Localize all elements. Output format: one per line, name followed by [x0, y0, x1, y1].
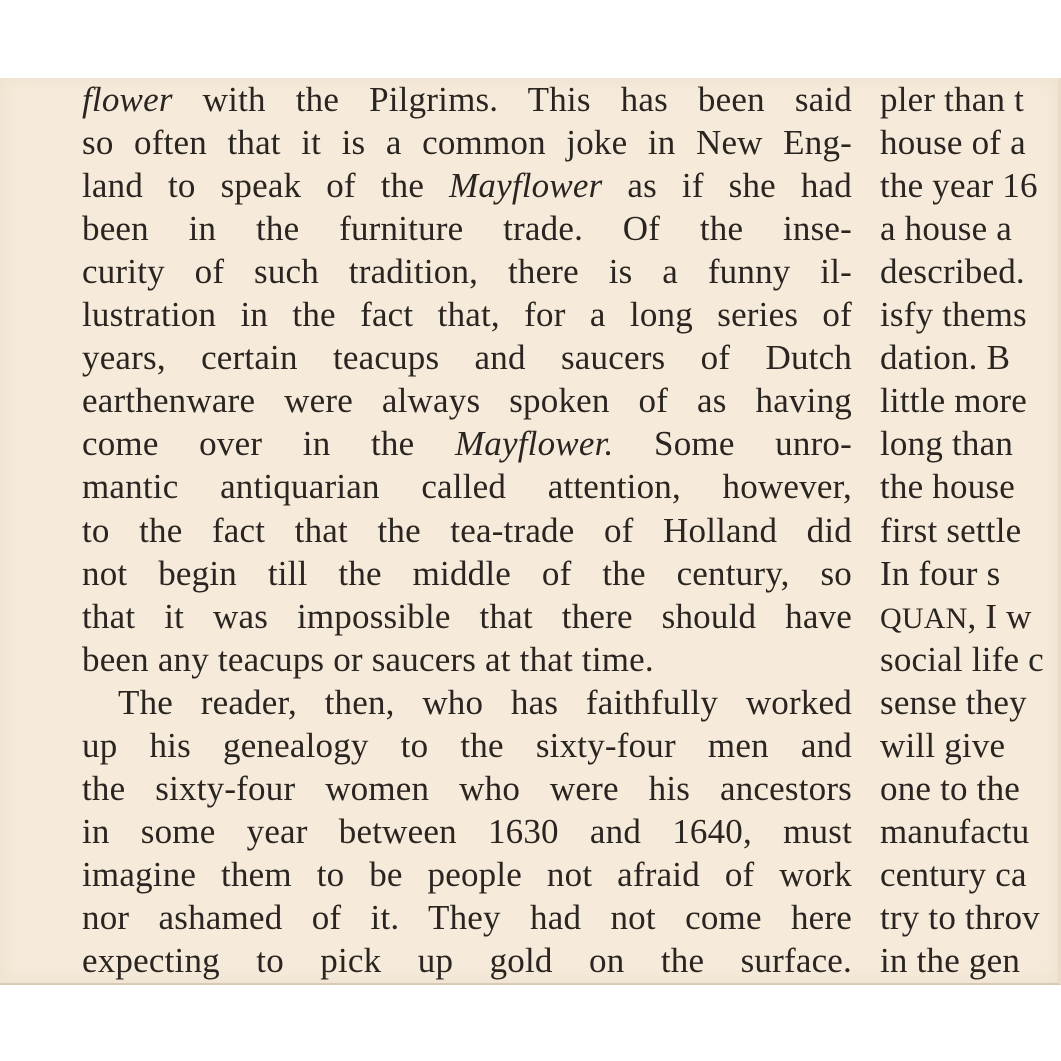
text-line [82, 207, 852, 250]
text-line [880, 379, 1027, 422]
text-segment: try to throv [880, 897, 1040, 937]
italic-text: Mayflower. [454, 424, 614, 464]
text-segment: with the Pilgrims. This has been said [172, 80, 852, 119]
text-line [880, 724, 1005, 767]
text-segment: the sixty-four women who were his ancestors [82, 768, 852, 808]
text-line [880, 638, 1044, 681]
text-line [82, 250, 852, 293]
text-segment: century ca [880, 854, 1027, 894]
text-line [880, 78, 1024, 121]
text-line [880, 595, 1032, 638]
text-segment: up his genealogy to the sixty-four men and [82, 725, 852, 765]
text-line [82, 595, 852, 638]
text-line [82, 896, 852, 939]
text-line [82, 552, 852, 595]
italic-text: flower [82, 80, 173, 119]
text-segment: curity of such tradition, there is a funny il- [82, 252, 852, 292]
text-segment: a house a [880, 209, 1013, 249]
text-segment: little more [880, 381, 1028, 421]
text-segment: long than [880, 424, 1014, 464]
text-line [82, 422, 852, 465]
text-segment: mantic antiquarian called attention, however, [82, 467, 852, 507]
text-segment: not begin till the middle of the century, so [82, 553, 852, 593]
text-segment: sense they [880, 682, 1027, 722]
text-segment: In four s [880, 553, 1001, 593]
text-line [880, 552, 1000, 595]
text-line [82, 293, 852, 336]
text-segment: house of a [880, 123, 1026, 163]
text-segment: lustration in the fact that, for a long series of [82, 295, 852, 335]
text-segment: so often that it is a common joke in New Eng- [82, 123, 852, 163]
text-segment: been any teacups or saucers at that time. [82, 639, 654, 679]
text-line [82, 121, 852, 164]
text-line [82, 810, 852, 853]
scanned-page [0, 78, 1061, 985]
text-line [880, 164, 1038, 207]
text-line [880, 250, 1025, 293]
text-line [880, 896, 1040, 939]
text-segment: , I w [967, 596, 1032, 636]
text-segment: to the fact that the tea-trade of Holland did [82, 510, 852, 550]
text-line [82, 379, 852, 422]
text-segment: earthenware were always spoken of as having [82, 381, 852, 421]
text-line [82, 78, 852, 121]
text-line [82, 853, 852, 896]
text-line [880, 767, 1020, 810]
text-segment: dation. B [880, 338, 1011, 378]
text-line [880, 207, 1012, 250]
text-segment: expecting to pick up gold on the surface. [82, 941, 852, 980]
text-line [82, 638, 654, 681]
text-segment: been in the furniture trade. Of the inse- [82, 209, 852, 249]
text-segment: social life c [880, 639, 1044, 679]
text-line [880, 293, 1027, 336]
text-line [880, 853, 1027, 896]
text-line [82, 767, 852, 810]
text-line [82, 939, 852, 982]
text-segment: described. [880, 252, 1025, 292]
text-segment: in the gen [880, 941, 1021, 980]
text-line [880, 509, 1021, 552]
text-line [880, 681, 1027, 724]
text-segment: land to speak of the [82, 166, 450, 206]
text-line [880, 810, 1030, 853]
text-line [880, 422, 1013, 465]
text-segment: isfy thems [880, 295, 1027, 335]
text-segment: that it was impossible that there should have [82, 596, 852, 636]
text-segment: one to the [880, 768, 1021, 808]
text-segment: years, certain teacups and saucers of Dutch [82, 338, 852, 378]
text-line [880, 336, 1010, 379]
text-segment: as if she had [602, 166, 852, 206]
text-segment: manufactu [880, 811, 1030, 851]
text-segment: the house [880, 467, 1015, 507]
text-segment: pler than t [880, 80, 1025, 119]
text-segment: come over in the [82, 424, 455, 464]
text-line [82, 164, 852, 207]
text-line [82, 336, 852, 379]
text-segment: The reader, then, who has faithfully worked [118, 682, 852, 722]
text-segment: will give [880, 725, 1006, 765]
text-segment: nor ashamed of it. They had not come here [82, 897, 852, 937]
text-segment: the year 16 [880, 166, 1038, 206]
text-line [82, 465, 852, 508]
text-line [82, 724, 852, 767]
text-line [880, 465, 1015, 508]
text-line [82, 509, 852, 552]
italic-text: Mayflower [449, 166, 603, 206]
text-segment: first settle [880, 510, 1022, 550]
text-segment: in some year between 1630 and 1640, must [82, 811, 852, 851]
smallcaps-text: QUAN [880, 601, 968, 635]
text-line [880, 939, 1020, 982]
text-line [118, 681, 852, 724]
text-line [880, 121, 1026, 164]
text-segment: imagine them to be people not afraid of work [82, 854, 852, 894]
text-segment: Some unro- [613, 424, 852, 464]
